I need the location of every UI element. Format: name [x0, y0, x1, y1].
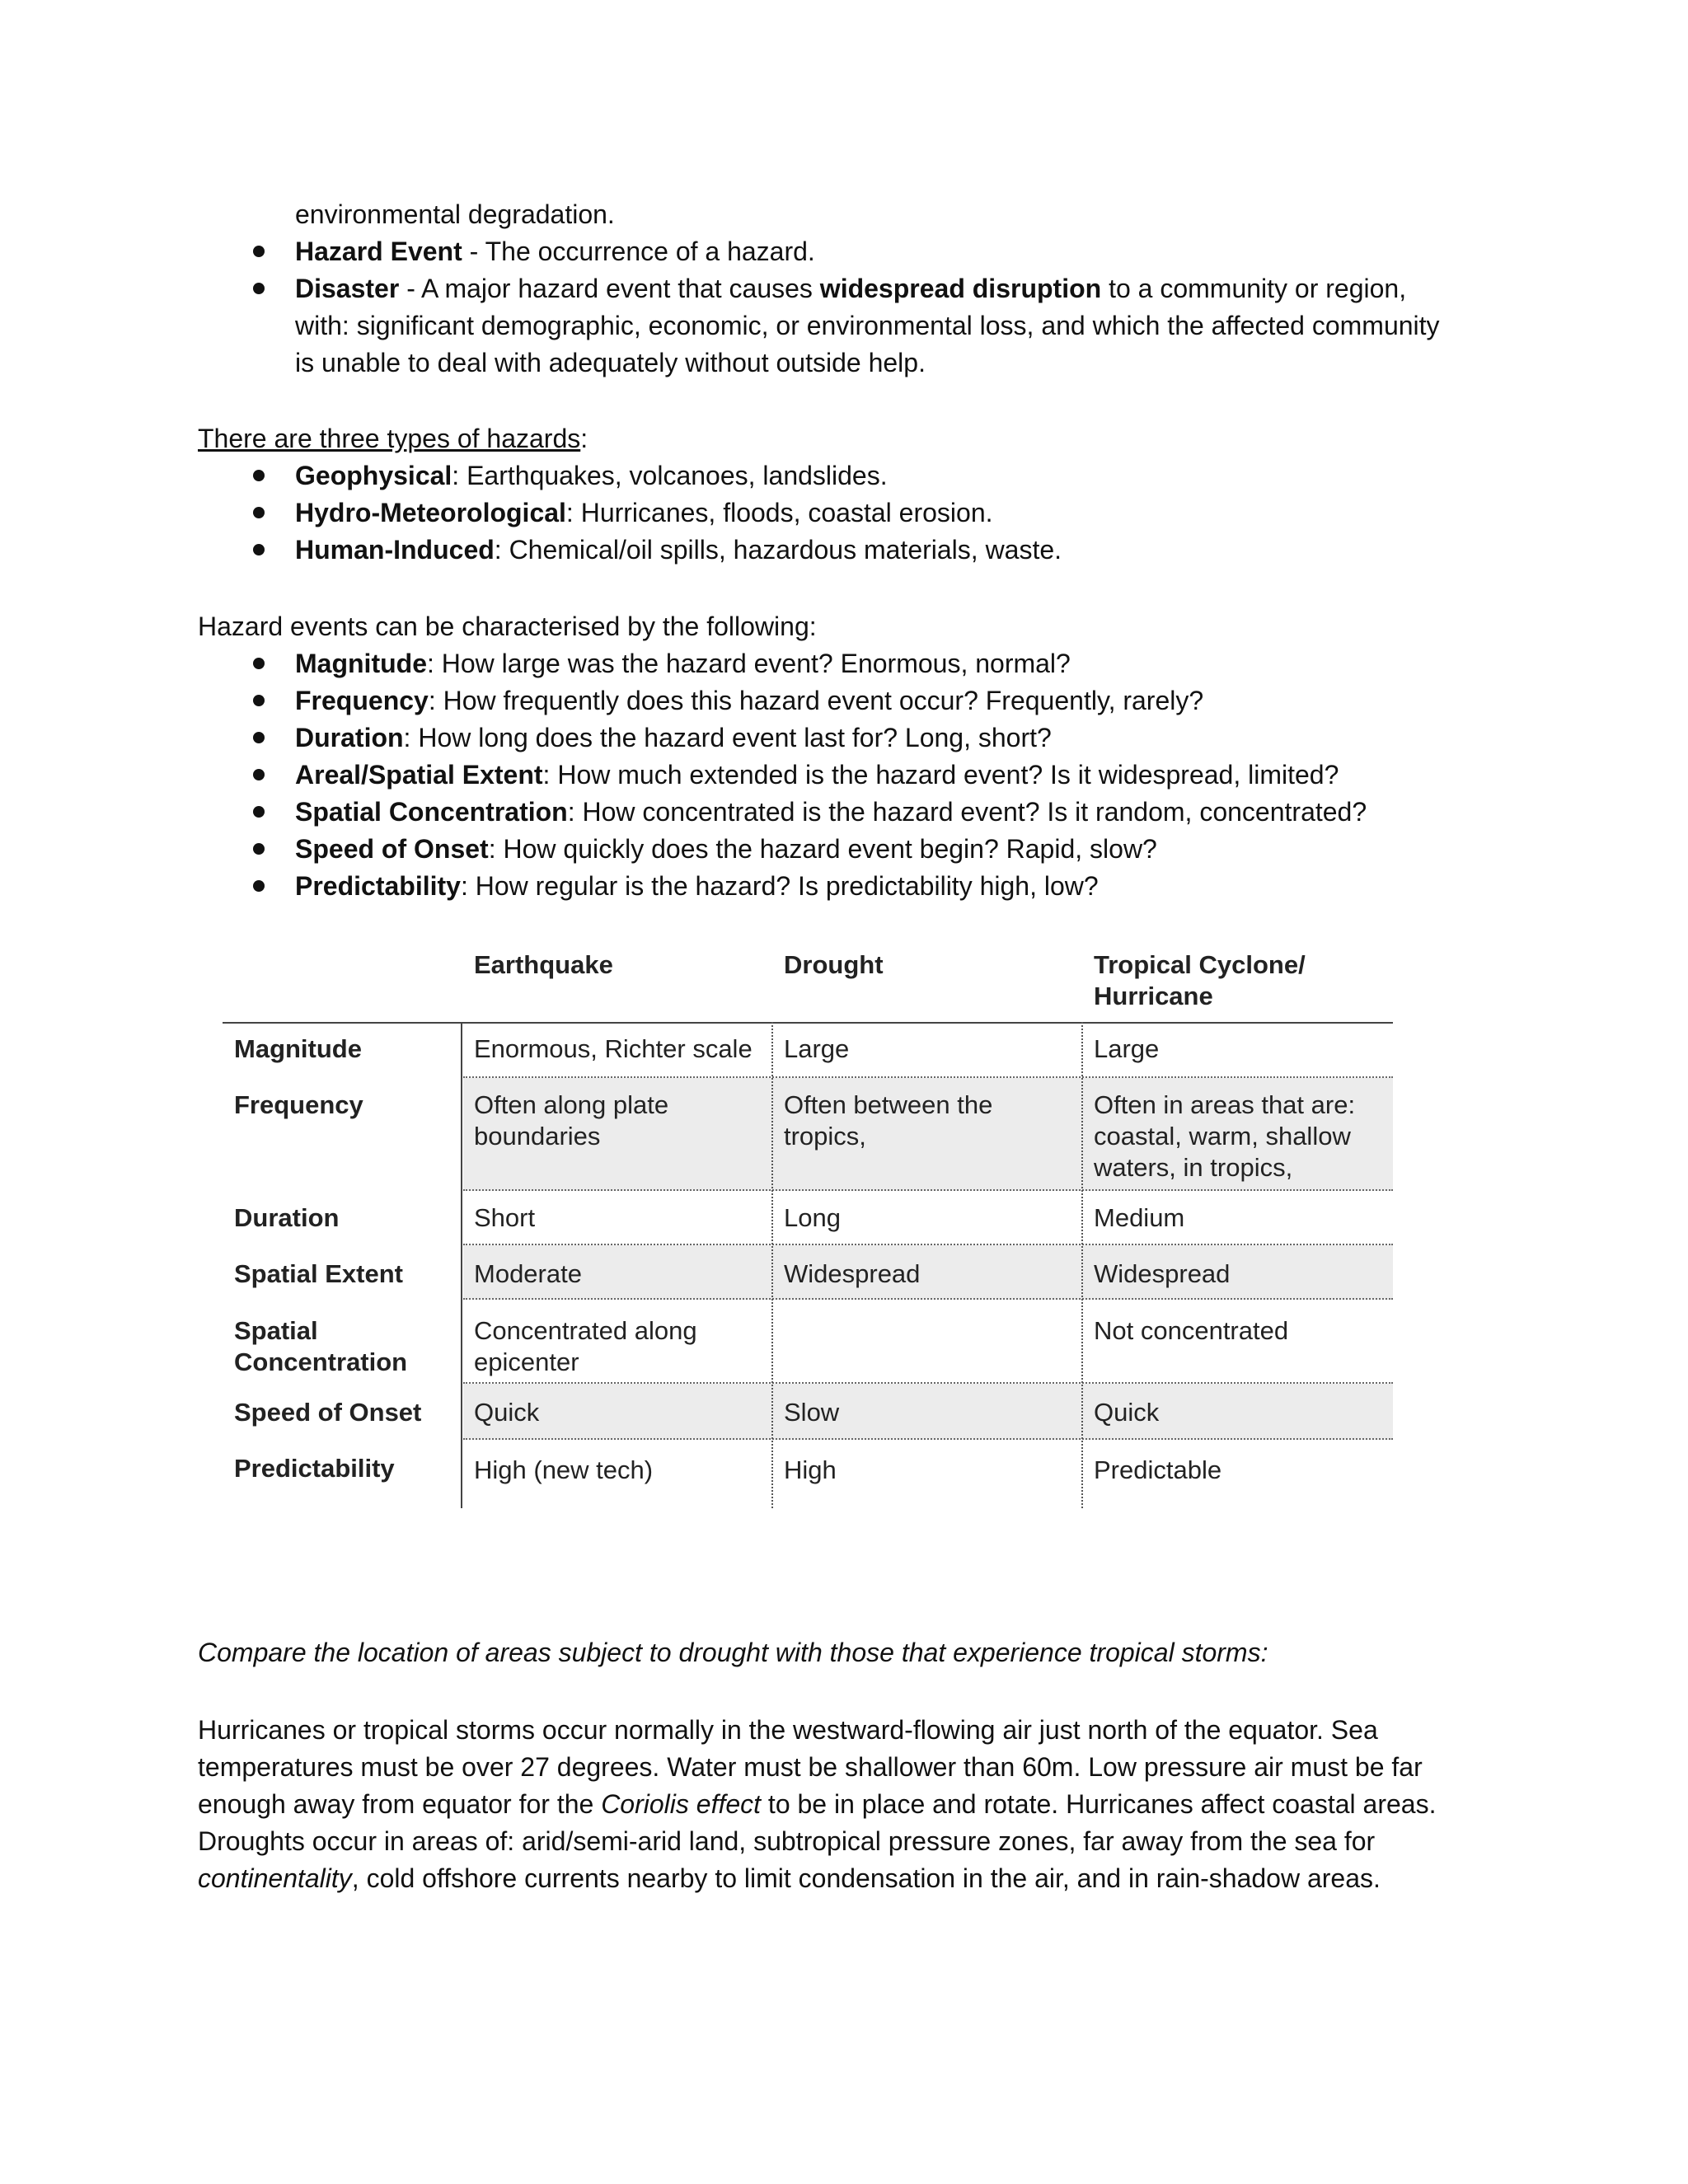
- list-item: [198, 494, 1459, 532]
- list-item: [198, 868, 1484, 905]
- comparison-question: Compare the location of areas subject to drought with those that experience tropical storms:: [198, 1638, 1268, 1667]
- answer-text: Hurricanes or tropical storms occur normally in the westward-flowing air just north of the equator. Sea temperatures must be over 27 degrees. Water must be shallower than 60m. Low pressure air must be far enough away from equator for the: [198, 1715, 1423, 1819]
- separator: -: [462, 237, 485, 266]
- table-cell: Large: [784, 1034, 850, 1063]
- table-cell: Often along plate boundaries: [474, 1090, 669, 1151]
- row-label: Spatial Extent: [234, 1259, 403, 1288]
- definition-list: [198, 233, 1459, 382]
- table-cell: Slow: [784, 1398, 840, 1427]
- table-cell: Moderate: [474, 1259, 582, 1288]
- table-cell: Medium: [1094, 1203, 1185, 1232]
- column-divider: [1081, 1022, 1083, 1508]
- table-header-earthquake: Earthquake: [474, 950, 613, 979]
- list-item: [198, 457, 1459, 494]
- bullet-icon: [253, 544, 265, 555]
- list-item: [198, 532, 1459, 569]
- types-heading: [198, 420, 1484, 457]
- row-label: Magnitude: [234, 1034, 362, 1063]
- table-cell: Often between the tropics,: [784, 1090, 993, 1151]
- table-cell: Quick: [474, 1398, 540, 1427]
- definition-text: The occurrence of a hazard.: [485, 237, 815, 266]
- definition-text: A major hazard event that causes: [420, 274, 820, 303]
- item-text: : How large was the hazard event? Enormous, normal?: [426, 649, 1071, 678]
- table-cell: High (new tech): [474, 1455, 654, 1484]
- characteristics-list: [198, 645, 1484, 905]
- term: Speed of Onset: [295, 834, 489, 864]
- table-cell: Large: [1094, 1034, 1160, 1063]
- table-cell: Not concentrated: [1094, 1316, 1289, 1345]
- bullet-icon: [253, 880, 265, 892]
- hazard-types-list: [198, 457, 1459, 569]
- row-label: Spatial Concentration: [234, 1316, 408, 1376]
- label-column-rule: [461, 1022, 462, 1508]
- bullet-icon: [253, 507, 265, 518]
- table-cell: Enormous, Richter scale: [474, 1034, 753, 1063]
- table-cell: Quick: [1094, 1398, 1160, 1427]
- types-heading-text: There are three types of hazards: [198, 424, 581, 453]
- bullet-icon: [253, 769, 265, 780]
- term: Disaster: [295, 274, 400, 303]
- term: Duration: [295, 723, 404, 752]
- bullet-icon: [253, 658, 265, 669]
- bullet-icon: [253, 246, 265, 257]
- separator: -: [399, 274, 421, 303]
- item-text: : Earthquakes, volcanoes, landslides.: [452, 461, 888, 490]
- term: Geophysical: [295, 461, 452, 490]
- bullet-icon: [253, 470, 265, 481]
- definition-text: to a community or region, with: significant demographic, economic, or environmental loss, and which the affected community is unable to deal with adequately without outside help.: [295, 274, 1440, 377]
- item-text: : How quickly does the hazard event begin? Rapid, slow?: [488, 834, 1157, 864]
- definition-disaster: [198, 270, 1459, 382]
- definition-hazard-event: [198, 233, 1459, 270]
- table-cell: Often in areas that are: coastal, warm, shallow waters, in tropics,: [1094, 1090, 1356, 1182]
- term: Frequency: [295, 686, 429, 715]
- row-label: Frequency: [234, 1090, 363, 1119]
- table-cell: Predictable: [1094, 1455, 1222, 1484]
- list-item: [198, 831, 1484, 868]
- answer-text: to be in place and rotate. Hurricanes affect coastal areas. Droughts occur in areas of: arid/semi-arid land, subtropical pressure zones, far away from the sea for: [198, 1789, 1437, 1856]
- bullet-icon: [253, 843, 265, 855]
- list-item: [198, 682, 1484, 719]
- characteristics-heading: Hazard events can be characterised by the following:: [198, 612, 817, 641]
- column-divider: [771, 1022, 773, 1508]
- bullet-icon: [253, 732, 265, 743]
- header-rule: [223, 1022, 1393, 1024]
- item-text: : How frequently does this hazard event occur? Frequently, rarely?: [428, 686, 1204, 715]
- list-item: [198, 645, 1484, 682]
- row-label: Predictability: [234, 1454, 395, 1483]
- table-header-cyclone: Tropical Cyclone/ Hurricane: [1094, 950, 1306, 1010]
- table-header-drought: Drought: [784, 950, 884, 979]
- term: Human-Induced: [295, 535, 495, 565]
- answer-emphasis: continentality: [198, 1863, 352, 1893]
- row-label: Duration: [234, 1203, 340, 1232]
- term: Predictability: [295, 871, 461, 901]
- list-item: [198, 794, 1484, 831]
- definition-emphasis: widespread disruption: [819, 274, 1102, 303]
- bullet-icon: [253, 283, 265, 294]
- item-text: : How much extended is the hazard event? Is it widespread, limited?: [542, 760, 1339, 790]
- table-cell: Widespread: [1094, 1259, 1231, 1288]
- term: Areal/Spatial Extent: [295, 760, 543, 790]
- answer-paragraph: [198, 1712, 1500, 1897]
- continuation-text: environmental degradation.: [295, 199, 615, 229]
- item-text: : Chemical/oil spills, hazardous materials, waste.: [494, 535, 1062, 565]
- types-heading-colon: :: [580, 424, 588, 453]
- table-cell: Short: [474, 1203, 536, 1232]
- bullet-icon: [253, 806, 265, 818]
- answer-text: , cold offshore currents nearby to limit condensation in the air, and in rain-shadow areas.: [351, 1863, 1381, 1893]
- item-text: : Hurricanes, floods, coastal erosion.: [565, 498, 993, 527]
- answer-emphasis: Coriolis effect: [601, 1789, 762, 1819]
- term: Spatial Concentration: [295, 797, 568, 827]
- table-cell: Concentrated along epicenter: [474, 1316, 697, 1376]
- bullet-icon: [253, 695, 265, 706]
- item-text: : How long does the hazard event last for? Long, short?: [403, 723, 1052, 752]
- item-text: : How regular is the hazard? Is predictability high, low?: [460, 871, 1099, 901]
- item-text: : How concentrated is the hazard event? Is it random, concentrated?: [567, 797, 1367, 827]
- table-cell: High: [784, 1455, 837, 1484]
- term: Magnitude: [295, 649, 427, 678]
- table-cell: Long: [784, 1203, 841, 1232]
- list-item: [198, 757, 1484, 794]
- term: Hazard Event: [295, 237, 462, 266]
- row-label: Speed of Onset: [234, 1398, 422, 1427]
- hazard-comparison-table: [223, 940, 1393, 1508]
- term: Hydro-Meteorological: [295, 498, 566, 527]
- table-cell: Widespread: [784, 1259, 921, 1288]
- list-item: [198, 719, 1484, 757]
